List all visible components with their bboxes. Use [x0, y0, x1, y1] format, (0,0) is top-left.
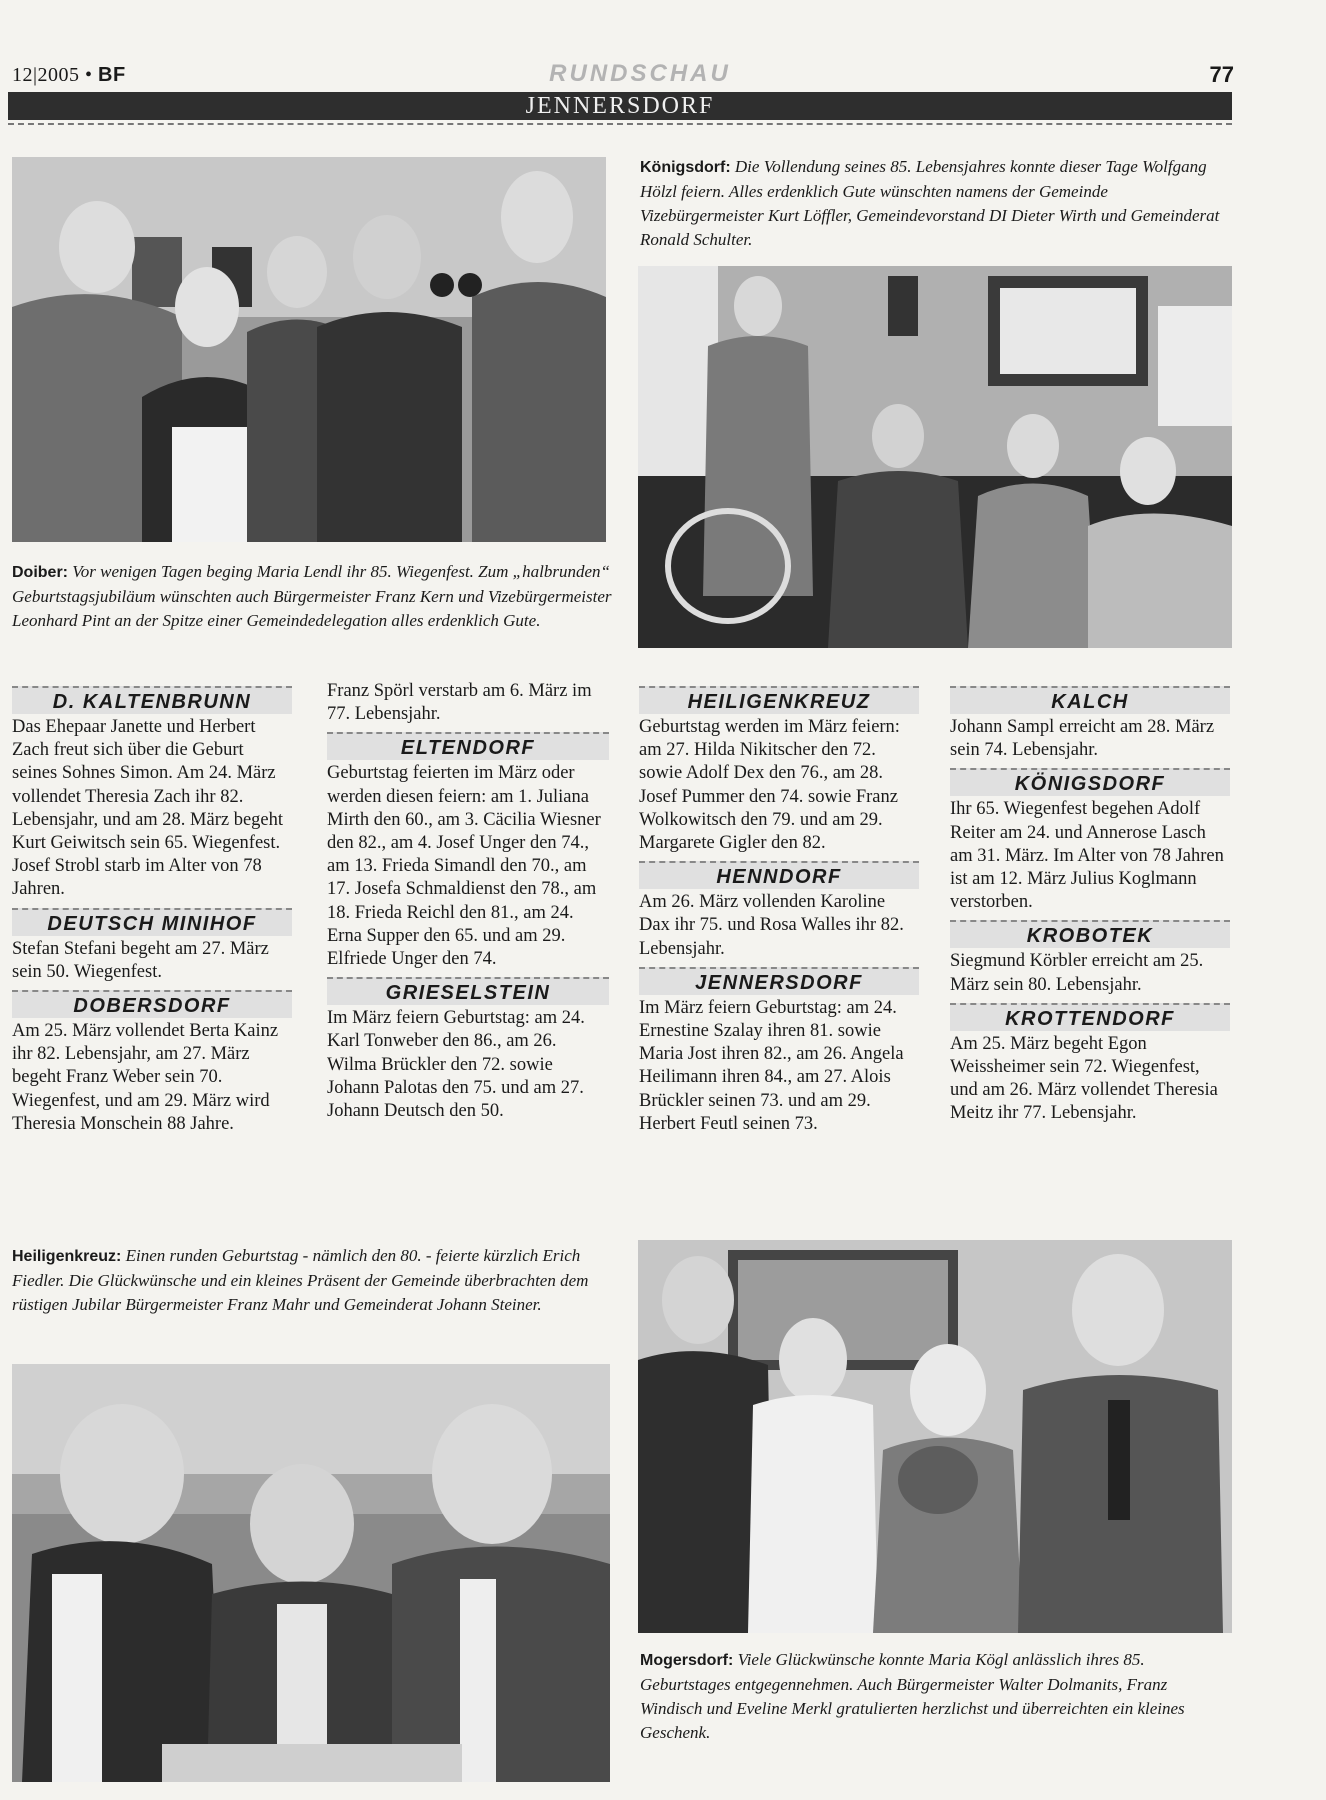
paragraph-spoerl: Franz Spörl verstarb am 6. März im 77. Lebensjahr. — [327, 681, 592, 725]
paragraph-jennersdorf: Im März feiern Geburtstag: am 24. Ernestine Szalay ihren 81. sowie Maria Jost ihren 82., am 26. Angela Heilimann ihren 84., am 27. Alois Brückler seinen 73. und am 29. Herbert Feutl seinen 73. — [639, 997, 904, 1134]
column-1 — [12, 686, 292, 1136]
heading-eltendorf: ELTENDORF — [327, 732, 609, 760]
paragraph-deutsch-minihof: Stefan Stefani begeht am 27. März sein 50. Wiegenfest. — [12, 938, 269, 982]
caption-koenigsdorf — [640, 155, 1230, 252]
issue-line — [12, 64, 126, 87]
paragraph-eltendorf: Geburtstag feierten im März oder werden diesen feiern: am 1. Juliana Mirth den 60., am 3. Cäcilia Wiesner den 82., am 4. Josef Unger den 74., am 13. Frieda Simandl den 70., am 17. Josefa Schmaldienst den 78., am 18. Frieda Reichl den 81., am 24. Erna Supper den 65. und am 29. Elfriede Unger den 74. — [327, 763, 601, 970]
paragraph-kalch: Johann Sampl erreicht am 28. März sein 74. Lebensjahr. — [950, 717, 1215, 761]
paragraph-d-kaltenbrunn: Das Ehepaar Janette und Herbert Zach freut sich über die Geburt seines Sohnes Simon. Am 24. März vollendet Theresia Zach ihr 82. Lebensjahr, und am 28. März begeht Kurt Geiwitsch sein 65. Wiegenfest. Josef Strobl starb im Alter von 78 Jahren. — [12, 717, 284, 900]
paragraph-krobotek: Siegmund Körbler erreicht am 25. März sein 80. Lebensjahr. — [950, 951, 1204, 995]
heading-kalch: KALCH — [950, 686, 1230, 714]
page-number: 77 — [1209, 62, 1234, 87]
bullet: • — [85, 64, 93, 86]
paragraph-henndorf: Am 26. März vollenden Karoline Dax ihr 75. und Rosa Walles ihr 82. Lebensjahr. — [639, 892, 904, 959]
heading-koenigsdorf: KÖNIGSDORF — [950, 768, 1230, 796]
column-3 — [639, 686, 919, 1136]
caption-doiber — [12, 560, 612, 633]
photo-heiligenkreuz — [12, 1364, 610, 1782]
caption-lead: Mogersdorf: — [640, 1652, 734, 1669]
brand: BF — [98, 64, 126, 86]
heading-d-kaltenbrunn: D. KALTENBRUNN — [12, 686, 292, 714]
column-4 — [950, 686, 1230, 1126]
paragraph-krottendorf: Am 25. März begeht Egon Weissheimer sein 72. Wiegenfest, und am 26. März vollendet Theresia Meitz ihr 77. Lebensjahr. — [950, 1033, 1218, 1124]
paragraph-dobersdorf: Am 25. März vollendet Berta Kainz ihr 82. Lebensjahr, am 27. März begeht Franz Weber sein 70. Wiegenfest, und am 29. März wird Theresia Monschein 88 Jahre. — [12, 1021, 279, 1134]
issue-date: 12|2005 — [12, 64, 80, 86]
caption-text: Vor wenigen Tagen beging Maria Lendl ihr 85. Wiegenfest. Zum „halbrunden“ Geburtstagsjubiläum wünschten auch Bürgermeister Franz Kern und Vizebürgermeister Leonhard Pint an der Spitze einer Gemeindedelegation alles erdenklich Gute. — [12, 562, 612, 630]
caption-lead: Heiligenkreuz: — [12, 1248, 122, 1265]
paragraph-koenigsdorf: Ihr 65. Wiegenfest begehen Adolf Reiter am 24. und Annerose Lasch am 31. März. Im Alter von 78 Jahren ist am 12. März Julius Koglmann verstorben. — [950, 799, 1224, 913]
section-title: RUNDSCHAU — [549, 60, 731, 87]
caption-lead: Doiber: — [12, 564, 68, 581]
heading-grieselstein: GRIESELSTEIN — [327, 977, 609, 1005]
photo-koenigsdorf — [638, 266, 1232, 648]
paragraph-heiligenkreuz: Geburtstag werden im März feiern: am 27. Hilda Nikitscher den 72. sowie Adolf Dex den 76., am 28. Josef Pummer den 74. sowie Franz Wolkowitsch den 79. und am 29. Margarete Gigler den 82. — [639, 717, 900, 854]
photo-doiber — [12, 157, 606, 542]
heading-krobotek: KROBOTEK — [950, 920, 1230, 948]
paragraph-grieselstein: Im März feiern Geburtstag: am 24. Karl Tonweber den 86., am 26. Wilma Brückler den 72. sowie Johann Palotas den 75. und am 27. Johann Deutsch den 50. — [327, 1008, 585, 1122]
caption-heiligenkreuz — [12, 1244, 612, 1317]
caption-text: Viele Glückwünsche konnte Maria Kögl anlässlich ihres 85. Geburtstages entgegennehmen. Auch Bürgermeister Walter Dolmanits, Franz Windisch und Eveline Merkl gratulierten herzlichst und überreichten ein kleines Geschenk. — [640, 1650, 1185, 1742]
heading-deutsch-minihof: DEUTSCH MINIHOF — [12, 908, 292, 936]
heading-dobersdorf: DOBERSDORF — [12, 990, 292, 1018]
region-label: JENNERSDORF — [525, 93, 715, 119]
caption-lead: Königsdorf: — [640, 159, 731, 176]
column-2 — [327, 680, 609, 1123]
heading-krottendorf: KROTTENDORF — [950, 1003, 1230, 1031]
heading-henndorf: HENNDORF — [639, 861, 919, 889]
header-divider — [8, 123, 1232, 125]
heading-heiligenkreuz: HEILIGENKREUZ — [639, 686, 919, 714]
heading-jennersdorf: JENNERSDORF — [639, 967, 919, 995]
caption-mogersdorf — [640, 1648, 1230, 1745]
caption-text: Die Vollendung seines 85. Lebensjahres konnte dieser Tage Wolfgang Hölzl feiern. Alles erdenklich Gute wünschten namens der Gemeinde Vizebürgermeister Kurt Löffler, Gemeindevorstand DI Dieter Wirth und Gemeinderat Ronald Schulter. — [640, 157, 1220, 249]
photo-mogersdorf — [638, 1240, 1232, 1633]
caption-text: Einen runden Geburtstag - nämlich den 80. - feierte kürzlich Erich Fiedler. Die Glückwünsche und ein kleines Präsent der Gemeinde überbrachten dem rüstigen Jubilar Bürgermeister Franz Mahr und Gemeinderat Johann Steiner. — [12, 1246, 589, 1314]
